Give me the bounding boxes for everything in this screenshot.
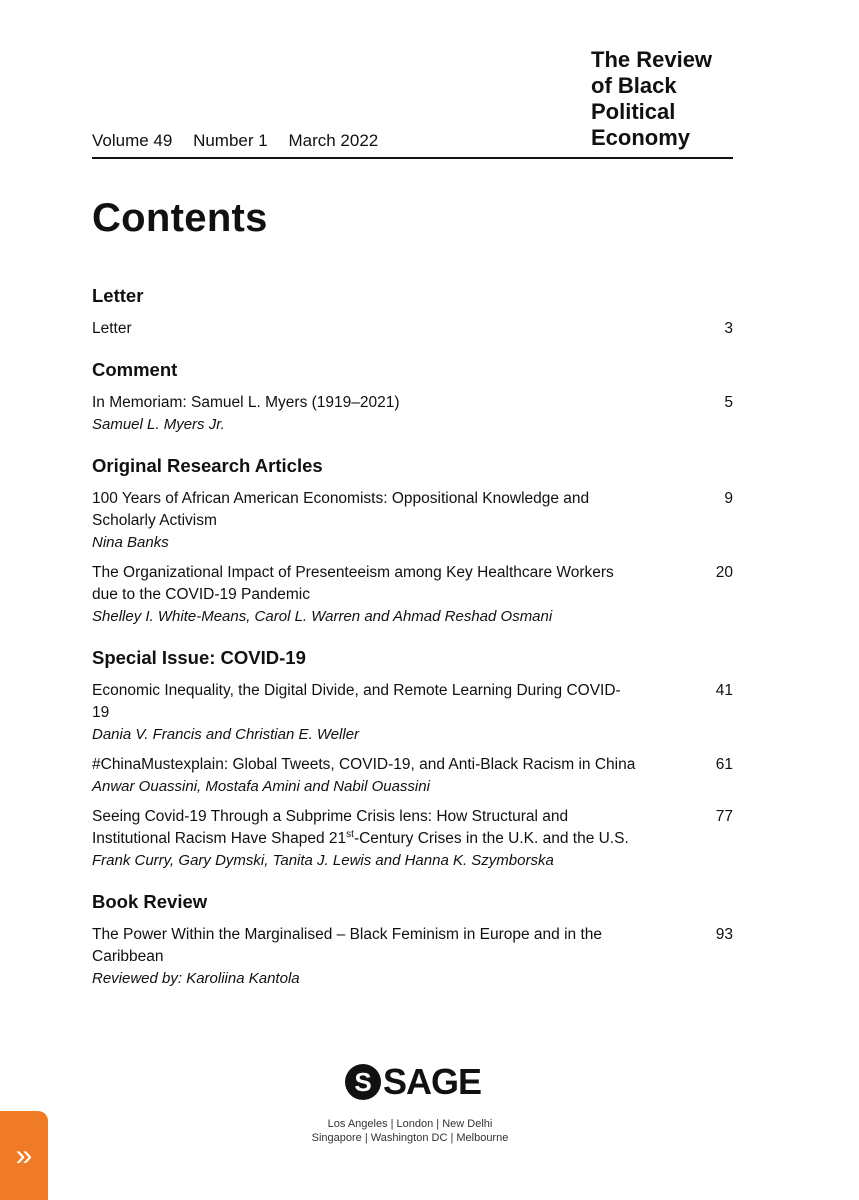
article-title-superscript: st <box>346 828 354 840</box>
toc-entry[interactable] <box>92 488 733 554</box>
article-title-part: -Century Crises in the U.K. and the U.S. <box>353 830 629 847</box>
article-title: Letter <box>92 320 132 337</box>
toc-section <box>92 284 733 340</box>
expand-panel-button[interactable] <box>0 1111 48 1200</box>
toc-entry[interactable] <box>92 924 733 990</box>
volume: Volume 49 <box>92 131 173 150</box>
page-number: 61 <box>715 756 733 773</box>
section-heading: Special Issue: COVID-19 <box>92 647 306 668</box>
toc-entry[interactable] <box>92 754 733 798</box>
toc-entry[interactable] <box>92 680 733 746</box>
article-title: #ChinaMustexplain: Global Tweets, COVID-19, and Anti-Black Racism in China <box>92 756 636 773</box>
article-title: 100 Years of African American Economists: Oppositional Knowledge and Scholarly Activism <box>92 490 590 529</box>
issue-info <box>92 131 394 151</box>
article-authors: Dania V. Francis and Christian E. Weller <box>92 726 360 743</box>
article-title-part: Seeing Covid-19 Through a Subprime Crisis lens: How Structural and Institutional Racism Have Shaped 21 <box>92 808 569 847</box>
page-number: 5 <box>724 394 733 411</box>
toc-entry[interactable] <box>92 562 733 628</box>
article-authors: Samuel L. Myers Jr. <box>92 416 225 433</box>
journal-title-line: of Black <box>591 73 677 98</box>
sage-logo-text: SAGE <box>383 1061 482 1102</box>
sage-logo <box>345 1062 485 1102</box>
toc-entry[interactable] <box>92 806 733 872</box>
page-title: Contents <box>92 196 268 240</box>
article-authors: Reviewed by: Karoliina Kantola <box>92 970 300 987</box>
section-heading: Comment <box>92 359 178 380</box>
article-authors: Frank Curry, Gary Dymski, Tanita J. Lewis and Hanna K. Szymborska <box>92 852 554 869</box>
journal-title-line: The Review <box>591 47 713 72</box>
article-authors: Nina Banks <box>92 534 169 551</box>
toc-section <box>92 358 733 436</box>
page-number: 9 <box>724 490 733 507</box>
toc-section <box>92 890 733 990</box>
article-title: In Memoriam: Samuel L. Myers (1919–2021) <box>92 394 400 411</box>
publisher-cities <box>300 1117 520 1145</box>
double-chevron-right-icon: » <box>15 1138 33 1172</box>
article-title: The Organizational Impact of Presenteeism among Key Healthcare Workers due to the COVID-19 Pandemic <box>92 564 614 603</box>
toc-entry[interactable] <box>92 318 733 340</box>
page-number: 20 <box>715 564 733 581</box>
page-number: 3 <box>724 320 733 337</box>
issue-date: March 2022 <box>288 131 379 150</box>
article-authors: Shelley I. White-Means, Carol L. Warren and Ahmad Reshad Osmani <box>92 608 553 625</box>
cities-line: Los Angeles | London | New Delhi <box>327 1118 493 1130</box>
cities-line: Singapore | Washington DC | Melbourne <box>311 1132 509 1144</box>
journal-title <box>591 47 771 151</box>
journal-title-line: Economy <box>591 125 691 150</box>
toc-section <box>92 454 733 628</box>
article-title: Economic Inequality, the Digital Divide, and Remote Learning During COVID-19 <box>92 682 621 721</box>
section-heading: Original Research Articles <box>92 455 323 476</box>
journal-title-line: Political <box>591 99 676 124</box>
article-title: The Power Within the Marginalised – Black Feminism in Europe and in the Caribbean <box>92 926 603 965</box>
toc-section <box>92 646 733 872</box>
article-authors: Anwar Ouassini, Mostafa Amini and Nabil Ouassini <box>92 778 430 795</box>
table-of-contents <box>92 284 733 1008</box>
toc-entry[interactable] <box>92 392 733 436</box>
page-number: 93 <box>715 926 733 943</box>
page-number: 41 <box>715 682 733 699</box>
issue-number: Number 1 <box>193 131 268 150</box>
page-number: 77 <box>715 808 733 825</box>
section-heading: Letter <box>92 285 144 306</box>
article-title <box>92 806 637 850</box>
sage-s-circle-icon: S <box>345 1064 381 1100</box>
section-heading: Book Review <box>92 891 208 912</box>
header-rule <box>92 157 733 159</box>
